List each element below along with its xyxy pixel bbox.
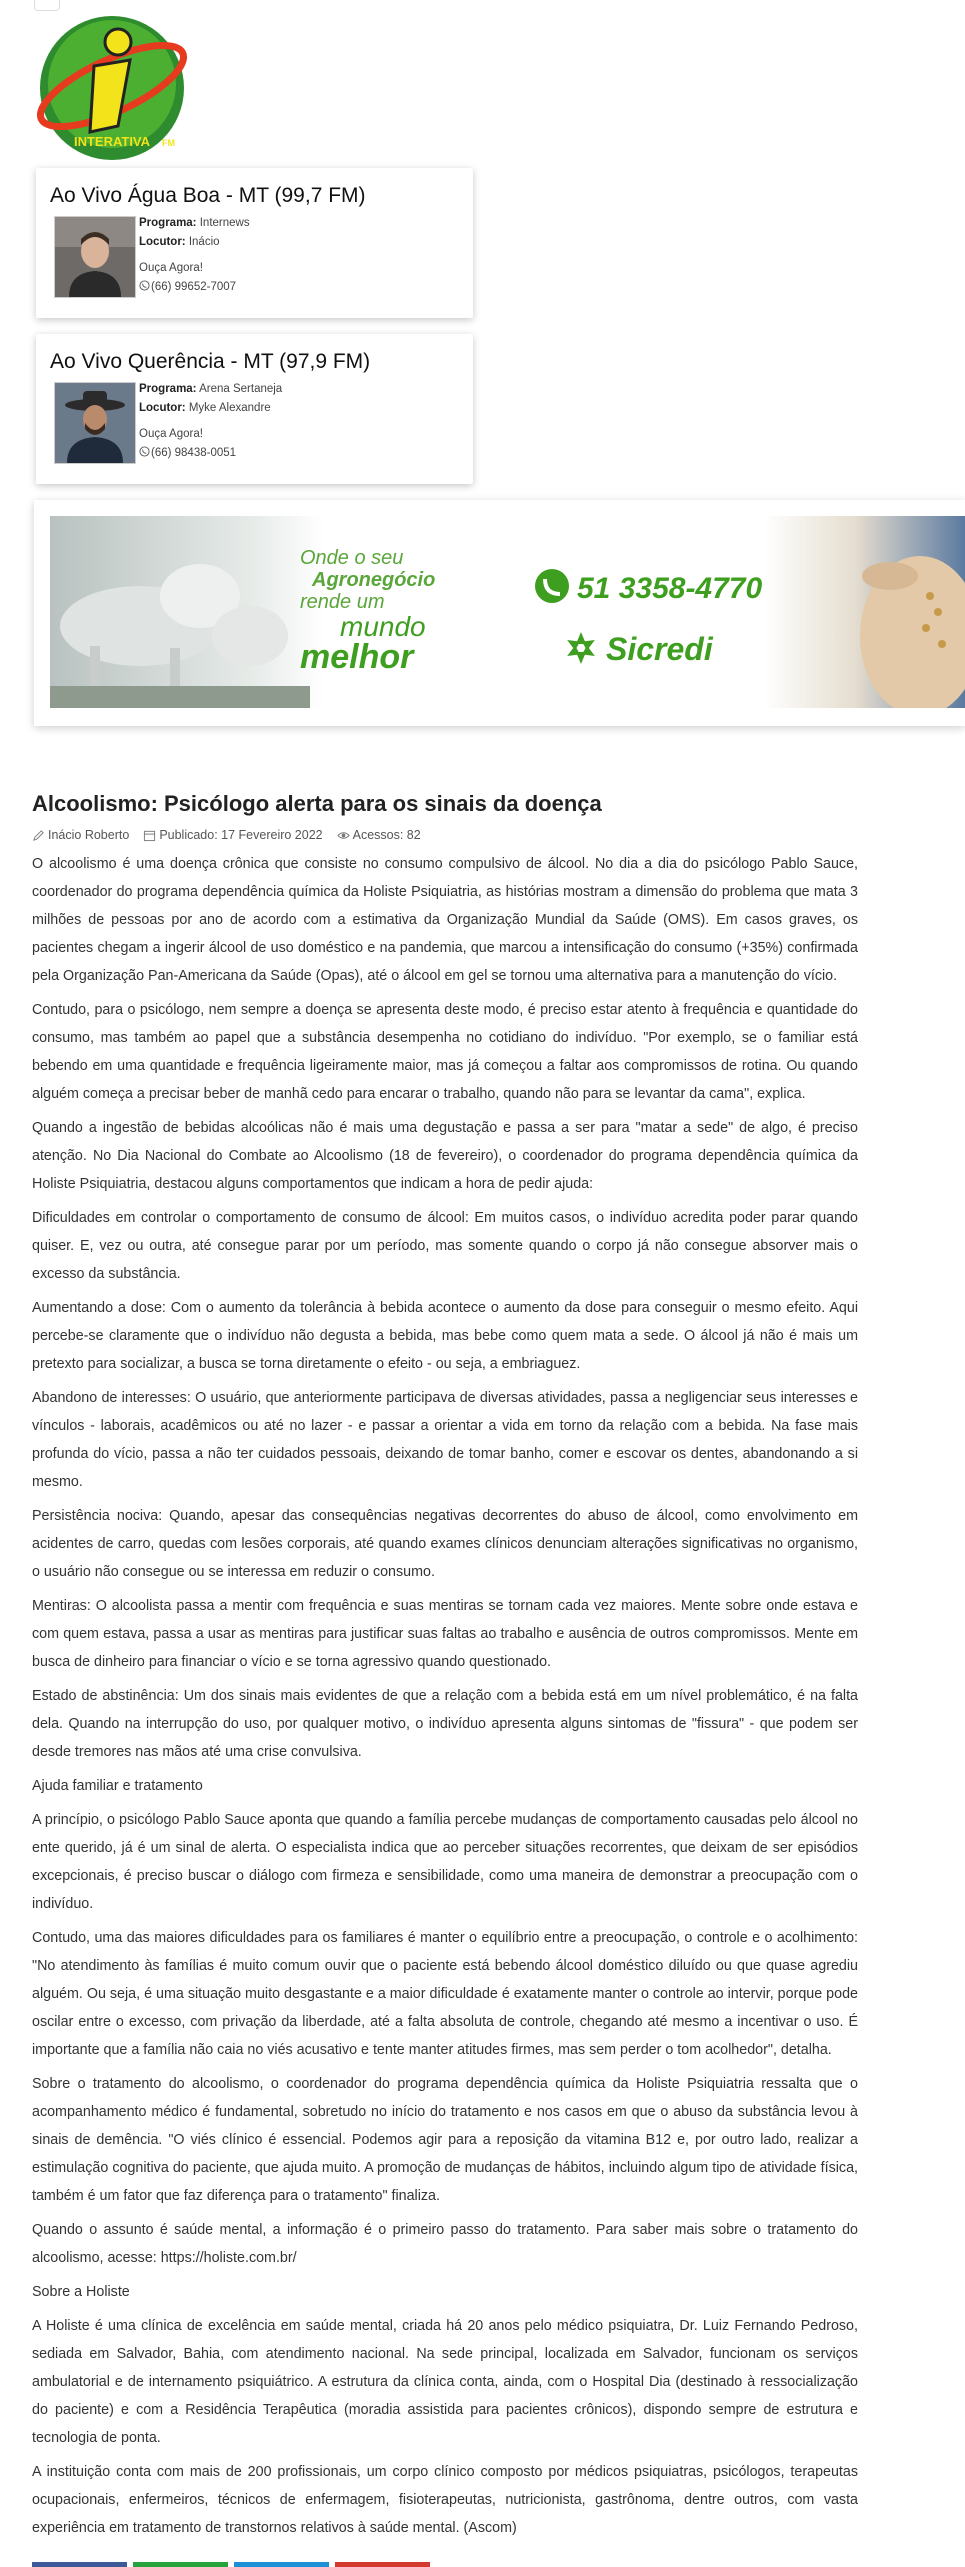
article-paragraph: Contudo, uma das maiores dificuldades para os familiares é manter o equilíbrio entre a preocupação, o controle e o acolhimento: "No atendimento às famílias é muito comum ouvir que o paciente está bebendo álcool doméstico diluído ou que quase agrediu alguém. Ou seja, é uma situação muito desgastante e a maior dificuldade é exatamente manter o controle ao intervir, porque pode oscilar entre o excesso, com privação da liberdade, até a falta absoluta de controle, chegando até mesmo a incentivar o uso. É importante que a família não caia no viés acusativo e tente manter atitudes firmes, mas sem perder o tom acolhedor", detalha. [32, 1930, 858, 2058]
ad-banner-card [34, 500, 965, 726]
article-hits: Acessos: 82 [337, 828, 421, 842]
article-paragraph: A Holiste é uma clínica de excelência em saúde mental, criada há 20 anos pelo médico psiquiatra, Dr. Luiz Fernando Pedroso, sediada em Salvador, Bahia, com atendimento nacional. Na sede principal, localizada em Salvador, funcionam os serviços ambulatorial e de internamento psiquiátrico. A estrutura da clínica conta, ainda, com o Hospital Dia (destinado à ressocialização do paciente) e com a Residência Terapêutica (moradia assistida para pacientes crônicos), dispondo sempre de estrutura e tecnologia de ponta. [32, 2318, 858, 2446]
program-name: Internews [199, 217, 250, 229]
program-name: Arena Sertaneja [199, 383, 283, 395]
article-meta [32, 828, 858, 842]
article-published: Publicado: 17 Fevereiro 2022 [143, 828, 322, 842]
svg-text:mundo: mundo [340, 611, 426, 642]
article-paragraph: A instituição conta com mais de 200 profissionais, um corpo clínico composto por médicos psiquiatras, psicólogos, terapeutas ocupacionais, enfermeiros, técnicos de enfermagem, fisioterapeutas, nutricionista, gastrônoma, dentre outros, com vasta experiência em tratamento de transtornos relativos à saúde mental. (Ascom) [32, 2464, 858, 2536]
svg-text:melhor: melhor [300, 638, 414, 676]
site-logo[interactable] [34, 14, 194, 164]
announcer-name: Myke Alexandre [188, 402, 271, 414]
listen-now-link[interactable]: Ouça Agora! [139, 262, 203, 274]
radio-card-querencia[interactable] [36, 334, 473, 484]
whatsapp-icon [139, 280, 150, 291]
article-paragraph: O alcoolismo é uma doença crônica que consiste no consumo compulsivo de álcool. No dia a dia do psicólogo Pablo Sauce, coordenador do programa dependência química da Holiste Psiquiatria, as histórias mostram a dimensão do problema que mata 3 milhões de pessoas por ano de acordo com a estimativa da Organização Mundial da Saúde (OMS). Em casos graves, os pacientes chegam a ingerir álcool de uso doméstico e na pandemia, que marcou a intensificação do consumo (+35%) confirmada pela Organização Pan-Americana da Saúde (Opas), até o álcool em gel se tornou uma alternativa para a manutenção do vício. [32, 856, 858, 984]
logo-graphic [34, 14, 194, 164]
announcer-name: Inácio [188, 236, 220, 248]
article-author: Inácio Roberto [32, 828, 129, 842]
share-whatsapp-button[interactable] [133, 2562, 228, 2567]
radio-card-agua-boa[interactable] [36, 168, 473, 318]
article-paragraph: Sobre o tratamento do alcoolismo, o coordenador do programa dependência química da Holiste Psiquiatria ressalta que o acompanhamento médico é fundamental, sobretudo no início do tratamento e nos casos em que o abuso da substância levou à sinais de demência. "O viés clínico é essencial. Podemos agir para a reposição da vitamina B12 e, por outro lado, realizar a estimulação cognitiva do paciente, que ajuda muito. A promoção de mudanças de hábitos, incluindo algum tipo de atividade física, também é um fator que faz diferença para o tratamento" finaliza. [32, 2076, 858, 2204]
article-paragraph: Abandono de interesses: O usuário, que anteriormente participava de diversas atividades, passa a negligenciar seus interesses e vínculos - laborais, acadêmicos ou até no lazer - e passar a orientar a vida em torno da relação com a bebida. Na fase mais profunda do vício, passa a não ter cuidados pessoais, deixando de tomar banho, comer e escovar os dentes, abandonando a si mesmo. [32, 1390, 858, 1490]
whatsapp-phone[interactable]: (66) 99652-7007 [139, 278, 250, 297]
ad-phone: 51 3358-4770 [577, 572, 763, 605]
calendar-icon [143, 829, 156, 842]
listen-now-link[interactable]: Ouça Agora! [139, 428, 203, 440]
article-paragraph: Estado de abstinência: Um dos sinais mais evidentes de que a relação com a bebida está em um nível problemático, é na falta dela. Quando na interrupção do uso, por qualquer motivo, o indivíduo apresenta alguns sintomas de "fissura" - que podem ser desde tremores nas mãos até uma crise convulsiva. [32, 1688, 858, 1760]
eye-icon [337, 829, 350, 842]
whatsapp-icon [139, 446, 150, 457]
share-buttons [32, 2562, 430, 2567]
svg-text:FM: FM [162, 138, 175, 148]
announcer-photo [54, 382, 136, 464]
article-subheading: Ajuda familiar e tratamento [32, 1778, 203, 1794]
announcer-photo [54, 216, 136, 298]
share-twitter-button[interactable] [234, 2562, 329, 2567]
sicredi-ad-banner[interactable] [50, 516, 965, 708]
pencil-icon [32, 829, 45, 842]
article-paragraph: Dificuldades em controlar o comportamento de consumo de álcool: Em muitos casos, o indivíduo acredita poder parar quando quiser. E, vez ou outra, até consegue parar por um período, mas somente quando o corpo já não consegue absorver mais o excesso da substância. [32, 1210, 858, 1282]
svg-text:Agronegócio: Agronegócio [312, 569, 436, 591]
whatsapp-phone[interactable]: (66) 98438-0051 [139, 444, 282, 463]
radio-info: Programa: Internews Locutor: Inácio Ouça Agora! (66) 99652-7007 [139, 214, 250, 297]
article-paragraph: Quando a ingestão de bebidas alcoólicas não é mais uma degustação e passa a ser para "matar a sede" de algo, é preciso atenção. No Dia Nacional do Combate ao Alcoolismo (18 de fevereiro), o coordenador do programa dependência química da Holiste Psiquiatria, destacou alguns comportamentos que indicam a hora de pedir ajuda: [32, 1120, 858, 1192]
share-email-button[interactable] [335, 2562, 430, 2567]
article-paragraph: Quando o assunto é saúde mental, a informação é o primeiro passo do tratamento. Para saber mais sobre o tratamento do alcoolismo, acesse: https://holiste.com.br/ [32, 2222, 858, 2266]
logo-text: INTERATIVA [73, 134, 151, 149]
article-paragraph: Aumentando a dose: Com o aumento da tolerância à bebida acontece o aumento da dose para conseguir o mesmo efeito. Aqui percebe-se claramente que o indivíduo não degusta a bebida, mas bebe como quem mata a sede. O álcool já não é mais um pretexto para socializar, a busca se torna diretamente o efeito - ou seja, a embriaguez. [32, 1300, 858, 1372]
svg-text:rende um: rende um [300, 591, 385, 613]
radio-title[interactable]: Ao Vivo Querência - MT (97,9 FM) [50, 350, 371, 373]
article-subheading: Sobre a Holiste [32, 2284, 130, 2300]
article-paragraph: Contudo, para o psicólogo, nem sempre a doença se apresenta deste modo, é preciso estar atento à frequência e quantidade do consumo, mas também ao papel que a substância desempenha no cotidiano do indivíduo. "Por exemplo, se o familiar está bebendo em uma quantidade e frequência ligeiramente maior, mas já começou a faltar aos compromissos de rotina. Ou quando alguém começa a precisar beber de manhã cedo para encarar o trabalho, quando não para se levantar da cama", explica. [32, 1002, 858, 1102]
whatsapp-icon [535, 569, 569, 603]
radio-info: Programa: Arena Sertaneja Locutor: Myke Alexandre Ouça Agora! (66) 98438-0051 [139, 380, 282, 463]
article-body [32, 850, 858, 2542]
svg-text:Onde o seu: Onde o seu [300, 547, 404, 569]
article-paragraph: A princípio, o psicólogo Pablo Sauce aponta que quando a família percebe mudanças de comportamento causadas pelo álcool no ente querido, já é um sinal de alerta. O especialista indica que ao perceber situações recorrentes, que deixam de ser episódios excepcionais, é preciso buscar o diálogo com firmeza e sensibilidade, como uma maneira de demonstrar a preocupação com o indivíduo. [32, 1812, 858, 1912]
ad-brand: Sicredi [606, 631, 713, 667]
article-title[interactable]: Alcoolismo: Psicólogo alerta para os sinais da doença [32, 791, 602, 816]
share-facebook-button[interactable] [32, 2562, 127, 2567]
article-paragraph: Persistência nociva: Quando, apesar das consequências negativas decorrentes do abuso de álcool, como envolvimento em acidentes de carro, quedas com lesões corporais, até quando exames clínicos denunciam alterações significativas no organismo, o usuário não consegue ou se interessa em reduzir o consumo. [32, 1508, 858, 1580]
top-tab-handle [34, 0, 60, 11]
article [32, 790, 858, 2548]
radio-title[interactable]: Ao Vivo Água Boa - MT (99,7 FM) [50, 184, 366, 207]
article-paragraph: Mentiras: O alcoolista passa a mentir com frequência e suas mentiras se tornam cada vez maiores. Mente sobre onde estava e com quem estava, passa a usar as mentiras para justificar suas faltas ao trabalho e ausência de outros compromissos. Mente em busca de dinheiro para financiar o vício e se torna agressivo quando questionado. [32, 1598, 858, 1670]
